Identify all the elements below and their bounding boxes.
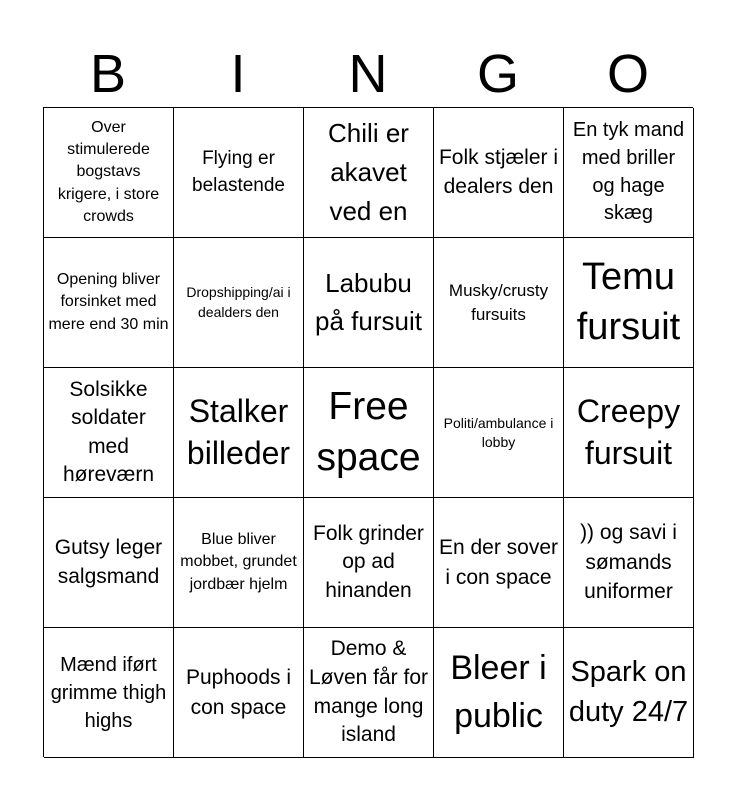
bingo-cell[interactable]: Over stimulerede bogstavs krigere, i store crowds: [44, 108, 174, 238]
bingo-cell[interactable]: Stalker billeder: [174, 368, 304, 498]
header-letter-o: O: [606, 44, 649, 104]
bingo-cell[interactable]: Politi/ambulance i lobby: [434, 368, 564, 498]
bingo-header: [43, 40, 693, 108]
header-letter-g: G: [476, 44, 519, 104]
bingo-cell[interactable]: Demo & Løven får for mange long island: [304, 628, 434, 758]
bingo-cell[interactable]: Chili er akavet ved en: [304, 108, 434, 238]
bingo-cell[interactable]: Creepy fursuit: [564, 368, 694, 498]
bingo-cell[interactable]: Opening bliver forsinket med mere end 30 min: [44, 238, 174, 368]
bingo-cell[interactable]: )) og savi i sømands uniformer: [564, 498, 694, 628]
bingo-cell[interactable]: Folk stjæler i dealers den: [434, 108, 564, 238]
bingo-cell[interactable]: Blue bliver mobbet, grundet jordbær hjelm: [174, 498, 304, 628]
bingo-board: [43, 107, 693, 757]
bingo-cell[interactable]: Gutsy leger salgsmand: [44, 498, 174, 628]
header-letter-i: I: [230, 44, 246, 104]
bingo-cell[interactable]: Temu fursuit: [564, 238, 694, 368]
bingo-cell[interactable]: Flying er belastende: [174, 108, 304, 238]
bingo-cell[interactable]: Folk grinder op ad hinanden: [304, 498, 434, 628]
bingo-cell[interactable]: Solsikke soldater med høreværn: [44, 368, 174, 498]
bingo-cell[interactable]: Bleer i public: [434, 628, 564, 758]
bingo-cell[interactable]: En tyk mand med briller og hage skæg: [564, 108, 694, 238]
bingo-cell[interactable]: Labubu på fursuit: [304, 238, 434, 368]
bingo-cell[interactable]: Puphoods i con space: [174, 628, 304, 758]
header-letter-b: B: [89, 44, 127, 104]
header-letter-n: N: [348, 44, 388, 104]
bingo-cell[interactable]: Musky/crusty fursuits: [434, 238, 564, 368]
bingo-cell[interactable]: Dropshipping/ai i dealders den: [174, 238, 304, 368]
bingo-cell[interactable]: En der sover i con space: [434, 498, 564, 628]
bingo-cell[interactable]: Spark on duty 24/7: [564, 628, 694, 758]
bingo-cell[interactable]: Mænd iført grimme thigh highs: [44, 628, 174, 758]
free-space-cell[interactable]: Free space: [304, 368, 434, 498]
